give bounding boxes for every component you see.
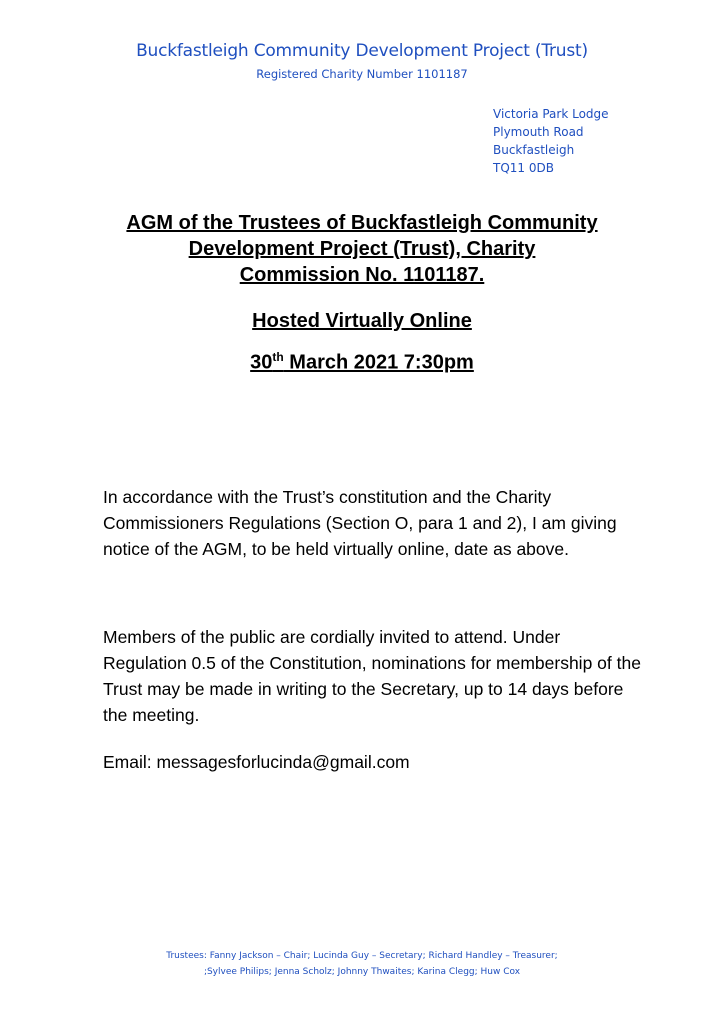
charity-number: Registered Charity Number 1101187 bbox=[256, 67, 468, 81]
meeting-date bbox=[0, 350, 724, 375]
hosting-subtitle: Hosted Virtually Online bbox=[252, 310, 472, 332]
document-title bbox=[80, 210, 644, 288]
address-line: TQ11 0DB bbox=[493, 161, 554, 175]
footer-line: Trustees: Fanny Jackson – Chair; Lucinda Guy – Secretary; Richard Handley – Treasurer; bbox=[166, 951, 558, 961]
email-label: Email: bbox=[103, 752, 157, 772]
invitation-paragraph: Members of the public are cordially invited to attend. Under Regulation 0.5 of the Constitution, nominations for membership of the Trust may be made in writing to the Secretary, up to 14 days before the meeting. bbox=[103, 627, 641, 725]
date-rest: March 2021 7:30pm bbox=[283, 351, 474, 374]
organization-name: Buckfastleigh Community Development Project (Trust) bbox=[136, 41, 588, 61]
notice-paragraph: In accordance with the Trust’s constitution and the Charity Commissioners Regulations (Section O, para 1 and 2), I am giving notice of the AGM, to be held virtually online, date as above. bbox=[103, 487, 617, 559]
date-suffix: th bbox=[272, 350, 284, 364]
address-line: Victoria Park Lodge bbox=[493, 107, 609, 121]
title-line: Commission No. 1101187. bbox=[239, 264, 485, 286]
footer-line: ;Sylvee Philips; Jenna Scholz; Johnny Thwaites; Karina Clegg; Huw Cox bbox=[203, 967, 521, 977]
address-line: Buckfastleigh bbox=[493, 143, 575, 157]
date-day: 30 bbox=[250, 351, 273, 374]
trustees-footer bbox=[0, 948, 724, 980]
email-address: messagesforlucinda@gmail.com bbox=[156, 752, 410, 772]
title-line: AGM of the Trustees of Buckfastleigh Community bbox=[126, 212, 598, 234]
title-line: Development Project (Trust), Charity bbox=[188, 238, 536, 260]
address-block bbox=[493, 105, 609, 177]
address-line: Plymouth Road bbox=[493, 125, 584, 139]
email-line bbox=[103, 752, 410, 773]
